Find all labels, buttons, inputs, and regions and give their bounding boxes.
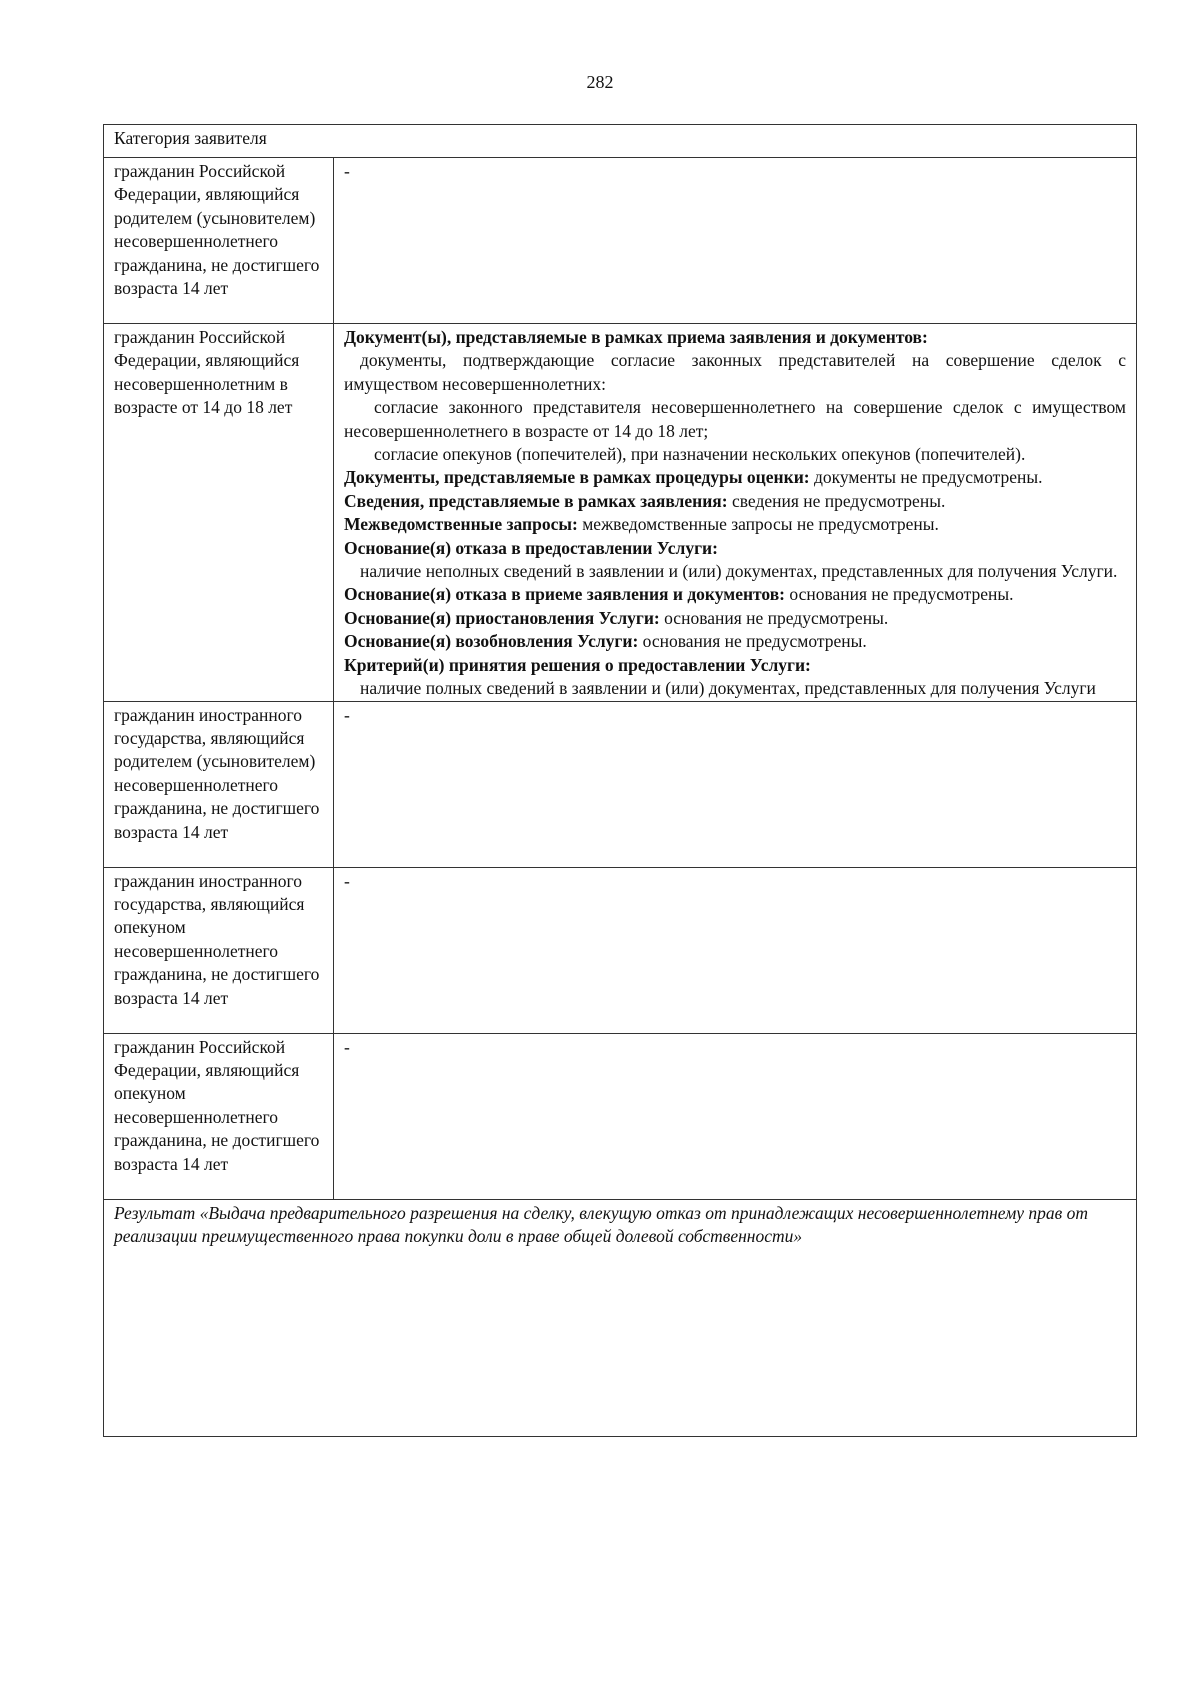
category-cell: гражданин иностранного государства, являющийся опекуном несовершеннолетнего гражданина, не достигшего возраста 14 лет (104, 867, 334, 1033)
detail-cell (334, 324, 1137, 702)
detail-cell: - (334, 1033, 1137, 1199)
category-cell: гражданин Российской Федерации, являющийся родителем (усыновителем) несовершеннолетнего гражданина, не достигшего возраста 14 лет (104, 158, 334, 324)
refusal-accept: Основание(я) отказа в приеме заявления и документов: основания не предусмотрены. (344, 584, 1014, 605)
resume: Основание(я) возобновления Услуги: основания не предусмотрены. (344, 631, 867, 652)
table-row (104, 867, 1137, 1033)
table-header-row (104, 125, 1137, 158)
detail-cell: - (334, 701, 1137, 867)
page-number: 282 (586, 72, 614, 92)
table-row (104, 324, 1137, 702)
interagency-requests: Межведомственные запросы: межведомственные запросы не предусмотрены. (344, 514, 939, 535)
eval-docs: Документы, представляемые в рамках процедуры оценки: документы не предусмотрены. (344, 467, 1043, 488)
docs-text: документы, подтверждающие согласие законных представителей на совершение сделок с имуществом несовершеннолетних: (344, 350, 1126, 394)
suspend: Основание(я) приостановления Услуги: основания не предусмотрены. (344, 607, 889, 628)
refusal-text: наличие неполных сведений в заявлении и (или) документах, представленных для получения Услуги. (360, 561, 1118, 582)
table-row (104, 158, 1137, 324)
table-row (104, 701, 1137, 867)
category-cell: гражданин Российской Федерации, являющийся опекуном несовершеннолетнего гражданина, не достигшего возраста 14 лет (104, 1033, 334, 1199)
docs-heading: Документ(ы), представляемые в рамках приема заявления и документов: (344, 327, 928, 347)
detail-cell: - (334, 867, 1137, 1033)
applicant-category-table (103, 124, 1137, 1437)
detail-cell: - (334, 158, 1137, 324)
category-cell: гражданин Российской Федерации, являющийся несовершеннолетним в возрасте от 14 до 18 лет (104, 324, 334, 702)
category-cell: гражданин иностранного государства, являющийся родителем (усыновителем) несовершеннолетнего гражданина, не достигшего возраста 14 лет (104, 701, 334, 867)
result-row (104, 1199, 1137, 1436)
criteria-heading: Критерий(и) принятия решения о предоставлении Услуги: (344, 654, 811, 675)
table-row (104, 1033, 1137, 1199)
info-docs: Сведения, представляемые в рамках заявления: сведения не предусмотрены. (344, 490, 946, 511)
result-cell: Результат «Выдача предварительного разрешения на сделку, влекущую отказ от принадлежащих несовершеннолетнему прав от реализации преимущественного права покупки доли в праве общей долевой собственности» (104, 1199, 1137, 1436)
consent-item: согласие законного представителя несовершеннолетнего на совершение сделок с имуществом несовершеннолетнего в возрасте от 14 до 18 лет; (344, 397, 1126, 441)
criteria-text: наличие полных сведений в заявлении и (или) документах, представленных для получения Услуги (360, 678, 1096, 699)
consent-item: согласие опекунов (попечителей), при назначении нескольких опекунов (попечителей). (374, 444, 1026, 465)
table-header: Категория заявителя (104, 125, 1137, 158)
refusal-heading: Основание(я) отказа в предоставлении Услуги: (344, 537, 718, 558)
